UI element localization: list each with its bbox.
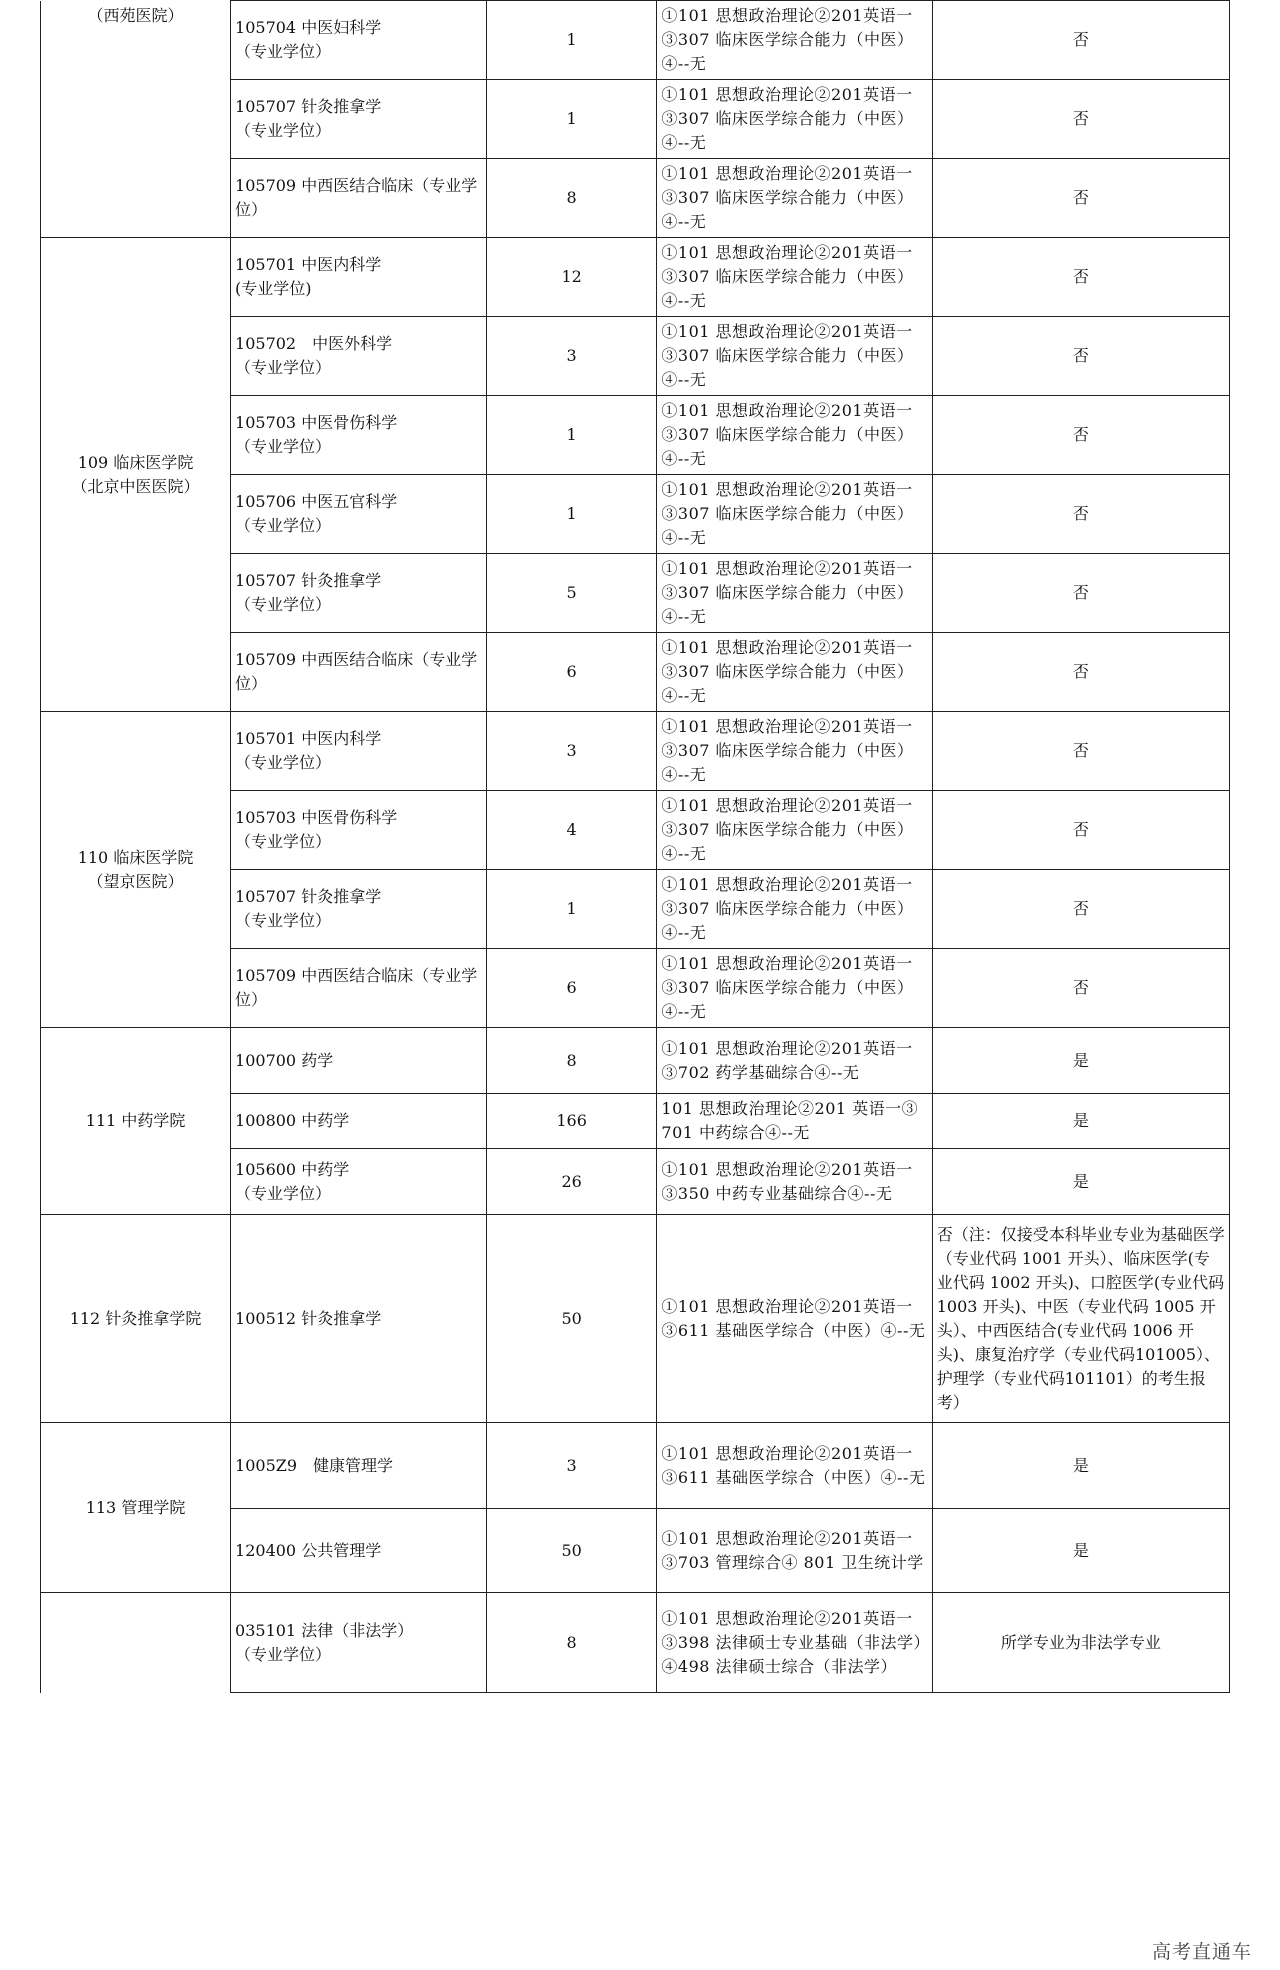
major-cell: 105707 针灸推拿学 （专业学位） [231,554,487,633]
major-cell: 100512 针灸推拿学 [231,1215,487,1423]
exam-subjects-cell: ①101 思想政治理论②201英语一③307 临床医学综合能力（中医）④--无 [657,1,932,80]
quota-cell: 50 [486,1509,657,1593]
remark-cell: 是 [932,1423,1229,1509]
major-cell: 105707 针灸推拿学 （专业学位） [231,870,487,949]
quota-cell: 1 [486,1,657,80]
exam-subjects-cell: ①101 思想政治理论②201英语一③611 基础医学综合（中医）④--无 [657,1215,932,1423]
remark-cell: 否 [932,870,1229,949]
quota-cell: 8 [486,159,657,238]
exam-subjects-cell: ①101 思想政治理论②201英语一③307 临床医学综合能力（中医）④--无 [657,396,932,475]
quota-cell: 26 [486,1149,657,1215]
major-cell: 035101 法律（非法学） （专业学位） [231,1593,487,1693]
exam-subjects-cell: ①101 思想政治理论②201英语一③703 管理综合④ 801 卫生统计学 [657,1509,932,1593]
remark-cell: 是 [932,1509,1229,1593]
quota-cell: 50 [486,1215,657,1423]
table-row [41,712,1230,791]
exam-subjects-cell: ①101 思想政治理论②201英语一③307 临床医学综合能力（中医）④--无 [657,712,932,791]
quota-cell: 12 [486,238,657,317]
major-cell: 105709 中西医结合临床（专业学位） [231,159,487,238]
exam-subjects-cell: ①101 思想政治理论②201英语一③702 药学基础综合④--无 [657,1028,932,1094]
major-cell: 105704 中医妇科学 （专业学位） [231,1,487,80]
exam-subjects-cell: ①101 思想政治理论②201英语一③307 临床医学综合能力（中医）④--无 [657,633,932,712]
quota-cell: 1 [486,396,657,475]
college-cell: 113 管理学院 [41,1423,231,1593]
exam-subjects-cell: ①101 思想政治理论②201英语一③307 临床医学综合能力（中医）④--无 [657,238,932,317]
major-cell: 105703 中医骨伤科学 （专业学位） [231,791,487,870]
major-cell: 105702 中医外科学 （专业学位） [231,317,487,396]
exam-subjects-cell: ①101 思想政治理论②201英语一③307 临床医学综合能力（中医）④--无 [657,949,932,1028]
table-row [41,1,1230,80]
remark-cell: 否 [932,317,1229,396]
college-cell: 112 针灸推拿学院 [41,1215,231,1423]
quota-cell: 3 [486,712,657,791]
quota-cell: 3 [486,317,657,396]
major-cell: 1005Z9 健康管理学 [231,1423,487,1509]
remark-cell: 否 [932,238,1229,317]
exam-subjects-cell: ①101 思想政治理论②201英语一③307 临床医学综合能力（中医）④--无 [657,80,932,159]
major-cell: 105706 中医五官科学 （专业学位） [231,475,487,554]
table-row [41,1593,1230,1693]
watermark-text: 高考直通车 [1151,1941,1252,1963]
enrollment-table [40,0,1230,1693]
remark-cell: 否 [932,791,1229,870]
exam-subjects-cell: 101 思想政治理论②201 英语一③701 中药综合④--无 [657,1094,932,1149]
remark-cell: 否 [932,554,1229,633]
quota-cell: 8 [486,1593,657,1693]
table-row [41,1423,1230,1509]
remark-cell: 否 [932,159,1229,238]
major-cell: 105709 中西医结合临床（专业学位） [231,949,487,1028]
remark-cell: 否 [932,1,1229,80]
quota-cell: 8 [486,1028,657,1094]
major-cell: 120400 公共管理学 [231,1509,487,1593]
quota-cell: 1 [486,870,657,949]
quota-cell: 3 [486,1423,657,1509]
college-cell [41,1593,231,1693]
quota-cell: 4 [486,791,657,870]
remark-cell: 否 [932,396,1229,475]
quota-cell: 6 [486,633,657,712]
college-cell: （西苑医院） [41,1,231,238]
remark-cell: 否 [932,633,1229,712]
exam-subjects-cell: ①101 思想政治理论②201英语一③307 临床医学综合能力（中医）④--无 [657,475,932,554]
remark-cell: 是 [932,1094,1229,1149]
college-cell: 110 临床医学院 （望京医院） [41,712,231,1028]
major-cell: 100800 中药学 [231,1094,487,1149]
quota-cell: 5 [486,554,657,633]
exam-subjects-cell: ①101 思想政治理论②201英语一③611 基础医学综合（中医）④--无 [657,1423,932,1509]
major-cell: 105703 中医骨伤科学 （专业学位） [231,396,487,475]
remark-cell: 否 [932,949,1229,1028]
remark-cell: 所学专业为非法学专业 [932,1593,1229,1693]
table-row [41,238,1230,317]
major-cell: 105701 中医内科学 （专业学位） [231,712,487,791]
exam-subjects-cell: ①101 思想政治理论②201英语一③307 临床医学综合能力（中医）④--无 [657,791,932,870]
remark-cell: 否 [932,80,1229,159]
table-row [41,1028,1230,1094]
exam-subjects-cell: ①101 思想政治理论②201英语一③307 临床医学综合能力（中医）④--无 [657,159,932,238]
exam-subjects-cell: ①101 思想政治理论②201英语一③398 法律硕士专业基础（非法学）④498 法律硕士综合（非法学） [657,1593,932,1693]
quota-cell: 1 [486,475,657,554]
exam-subjects-cell: ①101 思想政治理论②201英语一③350 中药专业基础综合④--无 [657,1149,932,1215]
remark-cell: 否（注：仅接受本科毕业专业为基础医学（专业代码 1001 开头）、临床医学(专业代码 1002 开头)、口腔医学(专业代码 1003 开头)、中医（专业代码 1005 开头）、中西医结合(专业代码 1006 开头)、康复治疗学（专业代码101005）、护理学（专业代码101101）的考生报考） [932,1215,1229,1423]
remark-cell: 是 [932,1028,1229,1094]
exam-subjects-cell: ①101 思想政治理论②201英语一③307 临床医学综合能力（中医）④--无 [657,554,932,633]
major-cell: 105709 中西医结合临床（专业学位） [231,633,487,712]
major-cell: 100700 药学 [231,1028,487,1094]
remark-cell: 否 [932,475,1229,554]
college-cell: 111 中药学院 [41,1028,231,1215]
quota-cell: 1 [486,80,657,159]
major-cell: 105707 针灸推拿学 （专业学位） [231,80,487,159]
major-cell: 105701 中医内科学 (专业学位) [231,238,487,317]
table-row [41,1215,1230,1423]
quota-cell: 166 [486,1094,657,1149]
quota-cell: 6 [486,949,657,1028]
exam-subjects-cell: ①101 思想政治理论②201英语一③307 临床医学综合能力（中医）④--无 [657,870,932,949]
remark-cell: 否 [932,712,1229,791]
remark-cell: 是 [932,1149,1229,1215]
major-cell: 105600 中药学 （专业学位） [231,1149,487,1215]
college-cell: 109 临床医学院 （北京中医医院） [41,238,231,712]
exam-subjects-cell: ①101 思想政治理论②201英语一③307 临床医学综合能力（中医）④--无 [657,317,932,396]
